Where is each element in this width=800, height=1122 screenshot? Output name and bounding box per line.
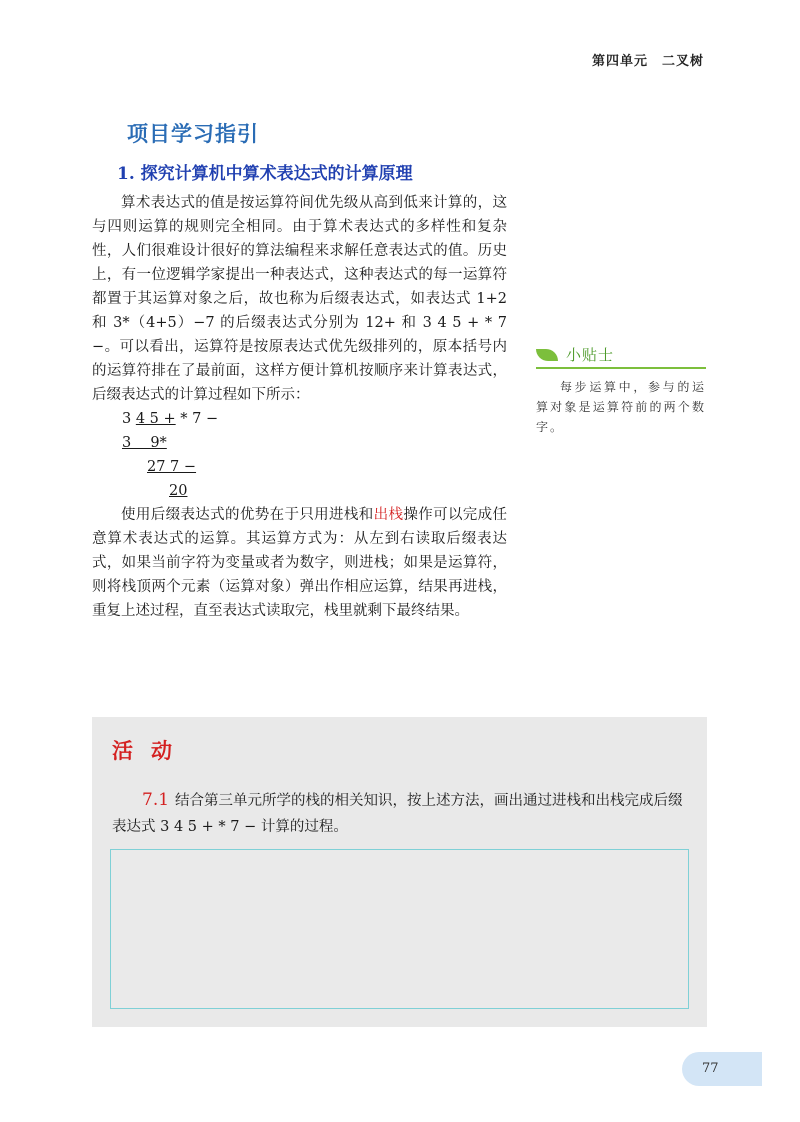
- calc-line-4-underlined: 20: [169, 483, 188, 499]
- leaf-icon: [536, 349, 558, 361]
- tip-text: 每步运算中，参与的运算对象是运算符前的两个数字。: [536, 380, 706, 434]
- activity-description: 结合第三单元所学的栈的相关知识，按上述方法，画出通过进栈和出栈完成后缀表达式 3 4 5 + * 7 − 计算的过程。: [112, 793, 683, 835]
- calc-line-2: [122, 431, 167, 455]
- calc-line-1: [122, 407, 218, 431]
- activity-panel: [92, 717, 707, 1027]
- calc-line-2-underlined: 3 9*: [122, 435, 167, 451]
- section-title: 项目学习指引: [127, 122, 259, 146]
- calc-line-1-underlined: 4 5 +: [135, 411, 176, 427]
- calc-line-1-suffix: * 7 −: [175, 411, 219, 427]
- chapter-header: 第四单元 二叉树: [591, 54, 704, 69]
- paragraph-2-end: 操作可以完成任意算术表达式的运算。其运算方式为：从左到右读取后缀表达式，如果当前字符为变量或者为数字，则进栈；如果是运算符，则将栈顶两个元素（运算对象）弹出作相应运算，结果再进栈，重复上述过程，直至表达式读取完，栈里就剩下最终结果。: [92, 507, 508, 619]
- body-text: [92, 191, 507, 623]
- activity-text: [112, 787, 692, 840]
- tip-box: [536, 344, 706, 437]
- paragraph-2-start: 使用后缀表达式的优势在于只用进栈和: [121, 507, 374, 523]
- tip-header: [536, 344, 706, 369]
- activity-number: 7.1: [142, 790, 170, 810]
- activity-title: 活动: [112, 739, 190, 763]
- page-number: 77: [702, 1061, 719, 1076]
- postfix-calculation: [92, 407, 507, 503]
- calc-line-3-underlined: 27 7 −: [147, 459, 197, 475]
- calc-line-3: [147, 455, 196, 479]
- calc-line-4: [169, 479, 187, 503]
- subsection-title: 1. 探究计算机中算术表达式的计算原理: [117, 164, 413, 184]
- paragraph-1: 算术表达式的值是按运算符间优先级从高到低来计算的，这与四则运算的规则完全相同。由于算术表达式的多样性和复杂性，人们很难设计很好的算法编程来求解任意表达式的值。历史上，有一位逻辑学家提出一种表达式，这种表达式的每一运算符都置于其运算对象之后，故也称为后缀表达式，如表达式 1+2 和 3*（4+5）−7 的后缀表达式分别为 12+ 和 3 4 5 + * 7 −。可以看出，运算符是按原表达式优先级排列的，原本括号内的运算符排在了最前面，这样方便计算机按顺序来计算表达式，后缀表达式的计算过程如下所示：: [92, 195, 507, 403]
- tip-title: 小贴士: [566, 346, 615, 364]
- highlight-pop: 出栈: [373, 507, 404, 523]
- paragraph-2: [92, 503, 507, 623]
- page-number-tab: [682, 1052, 762, 1086]
- answer-box[interactable]: [110, 849, 689, 1009]
- calc-line-1-prefix: 3: [122, 411, 136, 427]
